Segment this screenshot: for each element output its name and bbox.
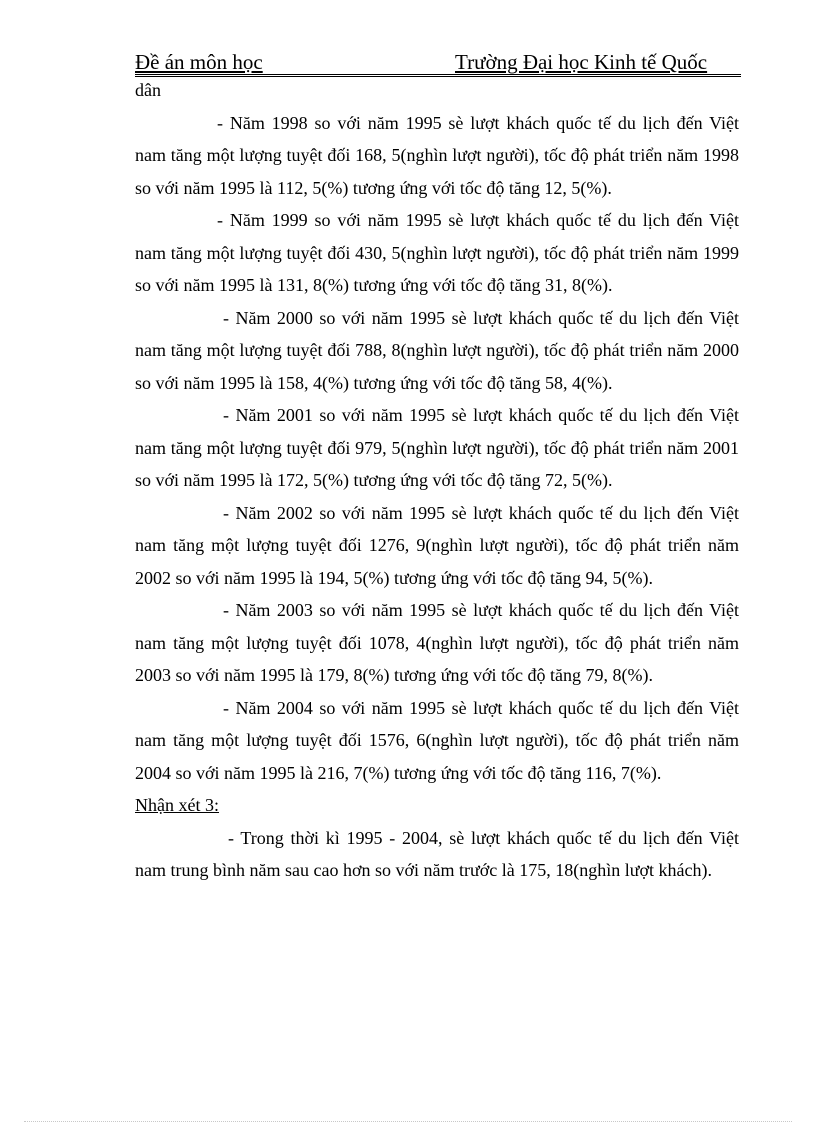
header-continuation: dân — [135, 80, 161, 100]
paragraph-2002: - Năm 2002 so với năm 1995 sè lượt khách quốc tế du lịch đến Việt nam tăng một lượng tuyệt đối 1276, 9(nghìn lượt người), tốc độ phát triển năm 2002 so với năm 1995 là 194, 5(%) tương ứng với tốc độ tăng 94, 5(%). — [135, 502, 739, 588]
paragraph-2004: - Năm 2004 so với năm 1995 sè lượt khách quốc tế du lịch đến Việt nam tăng một lượng tuyệt đối 1576, 6(nghìn lượt người), tốc độ phát triển năm 2004 so với năm 1995 là 216, 7(%) tương ứng với tốc độ tăng 116, 7(%). — [135, 697, 739, 783]
document-body — [135, 74, 739, 887]
page-bottom-border — [24, 1121, 792, 1122]
paragraph-1998: - Năm 1998 so với năm 1995 sè lượt khách quốc tế du lịch đến Việt nam tăng một lượng tuyệt đối 168, 5(nghìn lượt người), tốc độ phát triển năm 1998 so với năm 1995 là 112, 5(%) tương ứng với tốc độ tăng 12, 5(%). — [135, 112, 739, 198]
section-heading: Nhận xét 3: — [135, 795, 219, 815]
header-course-title: Đề án môn học — [135, 50, 263, 74]
paragraph-2000: - Năm 2000 so với năm 1995 sè lượt khách quốc tế du lịch đến Việt nam tăng một lượng tuyệt đối 788, 8(nghìn lượt người), tốc độ phát triển năm 2000 so với năm 1995 là 158, 4(%) tương ứng với tốc độ tăng 58, 4(%). — [135, 307, 739, 393]
paragraph-1999: - Năm 1999 so với năm 1995 sè lượt khách quốc tế du lịch đến Việt nam tăng một lượng tuyệt đối 430, 5(nghìn lượt người), tốc độ phát triển năm 1999 so với năm 1995 là 131, 8(%) tương ứng với tốc độ tăng 31, 8(%). — [135, 210, 739, 295]
page-header — [135, 50, 741, 76]
header-university-name: Trường Đại học Kinh tế Quốc — [455, 50, 708, 74]
paragraph-2003: - Năm 2003 so với năm 1995 sè lượt khách quốc tế du lịch đến Việt nam tăng một lượng tuyệt đối 1078, 4(nghìn lượt người), tốc độ phát triển năm 2003 so với năm 1995 là 179, 8(%) tương ứng với tốc độ tăng 79, 8(%). — [135, 600, 739, 685]
paragraph-2001: - Năm 2001 so với năm 1995 sè lượt khách quốc tế du lịch đến Việt nam tăng một lượng tuyệt đối 979, 5(nghìn lượt người), tốc độ phát triển năm 2001 so với năm 1995 là 172, 5(%) tương ứng với tốc độ tăng 72, 5(%). — [135, 405, 739, 490]
conclusion-paragraph: - Trong thời kì 1995 - 2004, sè lượt khách quốc tế du lịch đến Việt nam trung bình năm sau cao hơn so với năm trước là 175, 18(nghìn lượt khách). — [135, 827, 739, 880]
